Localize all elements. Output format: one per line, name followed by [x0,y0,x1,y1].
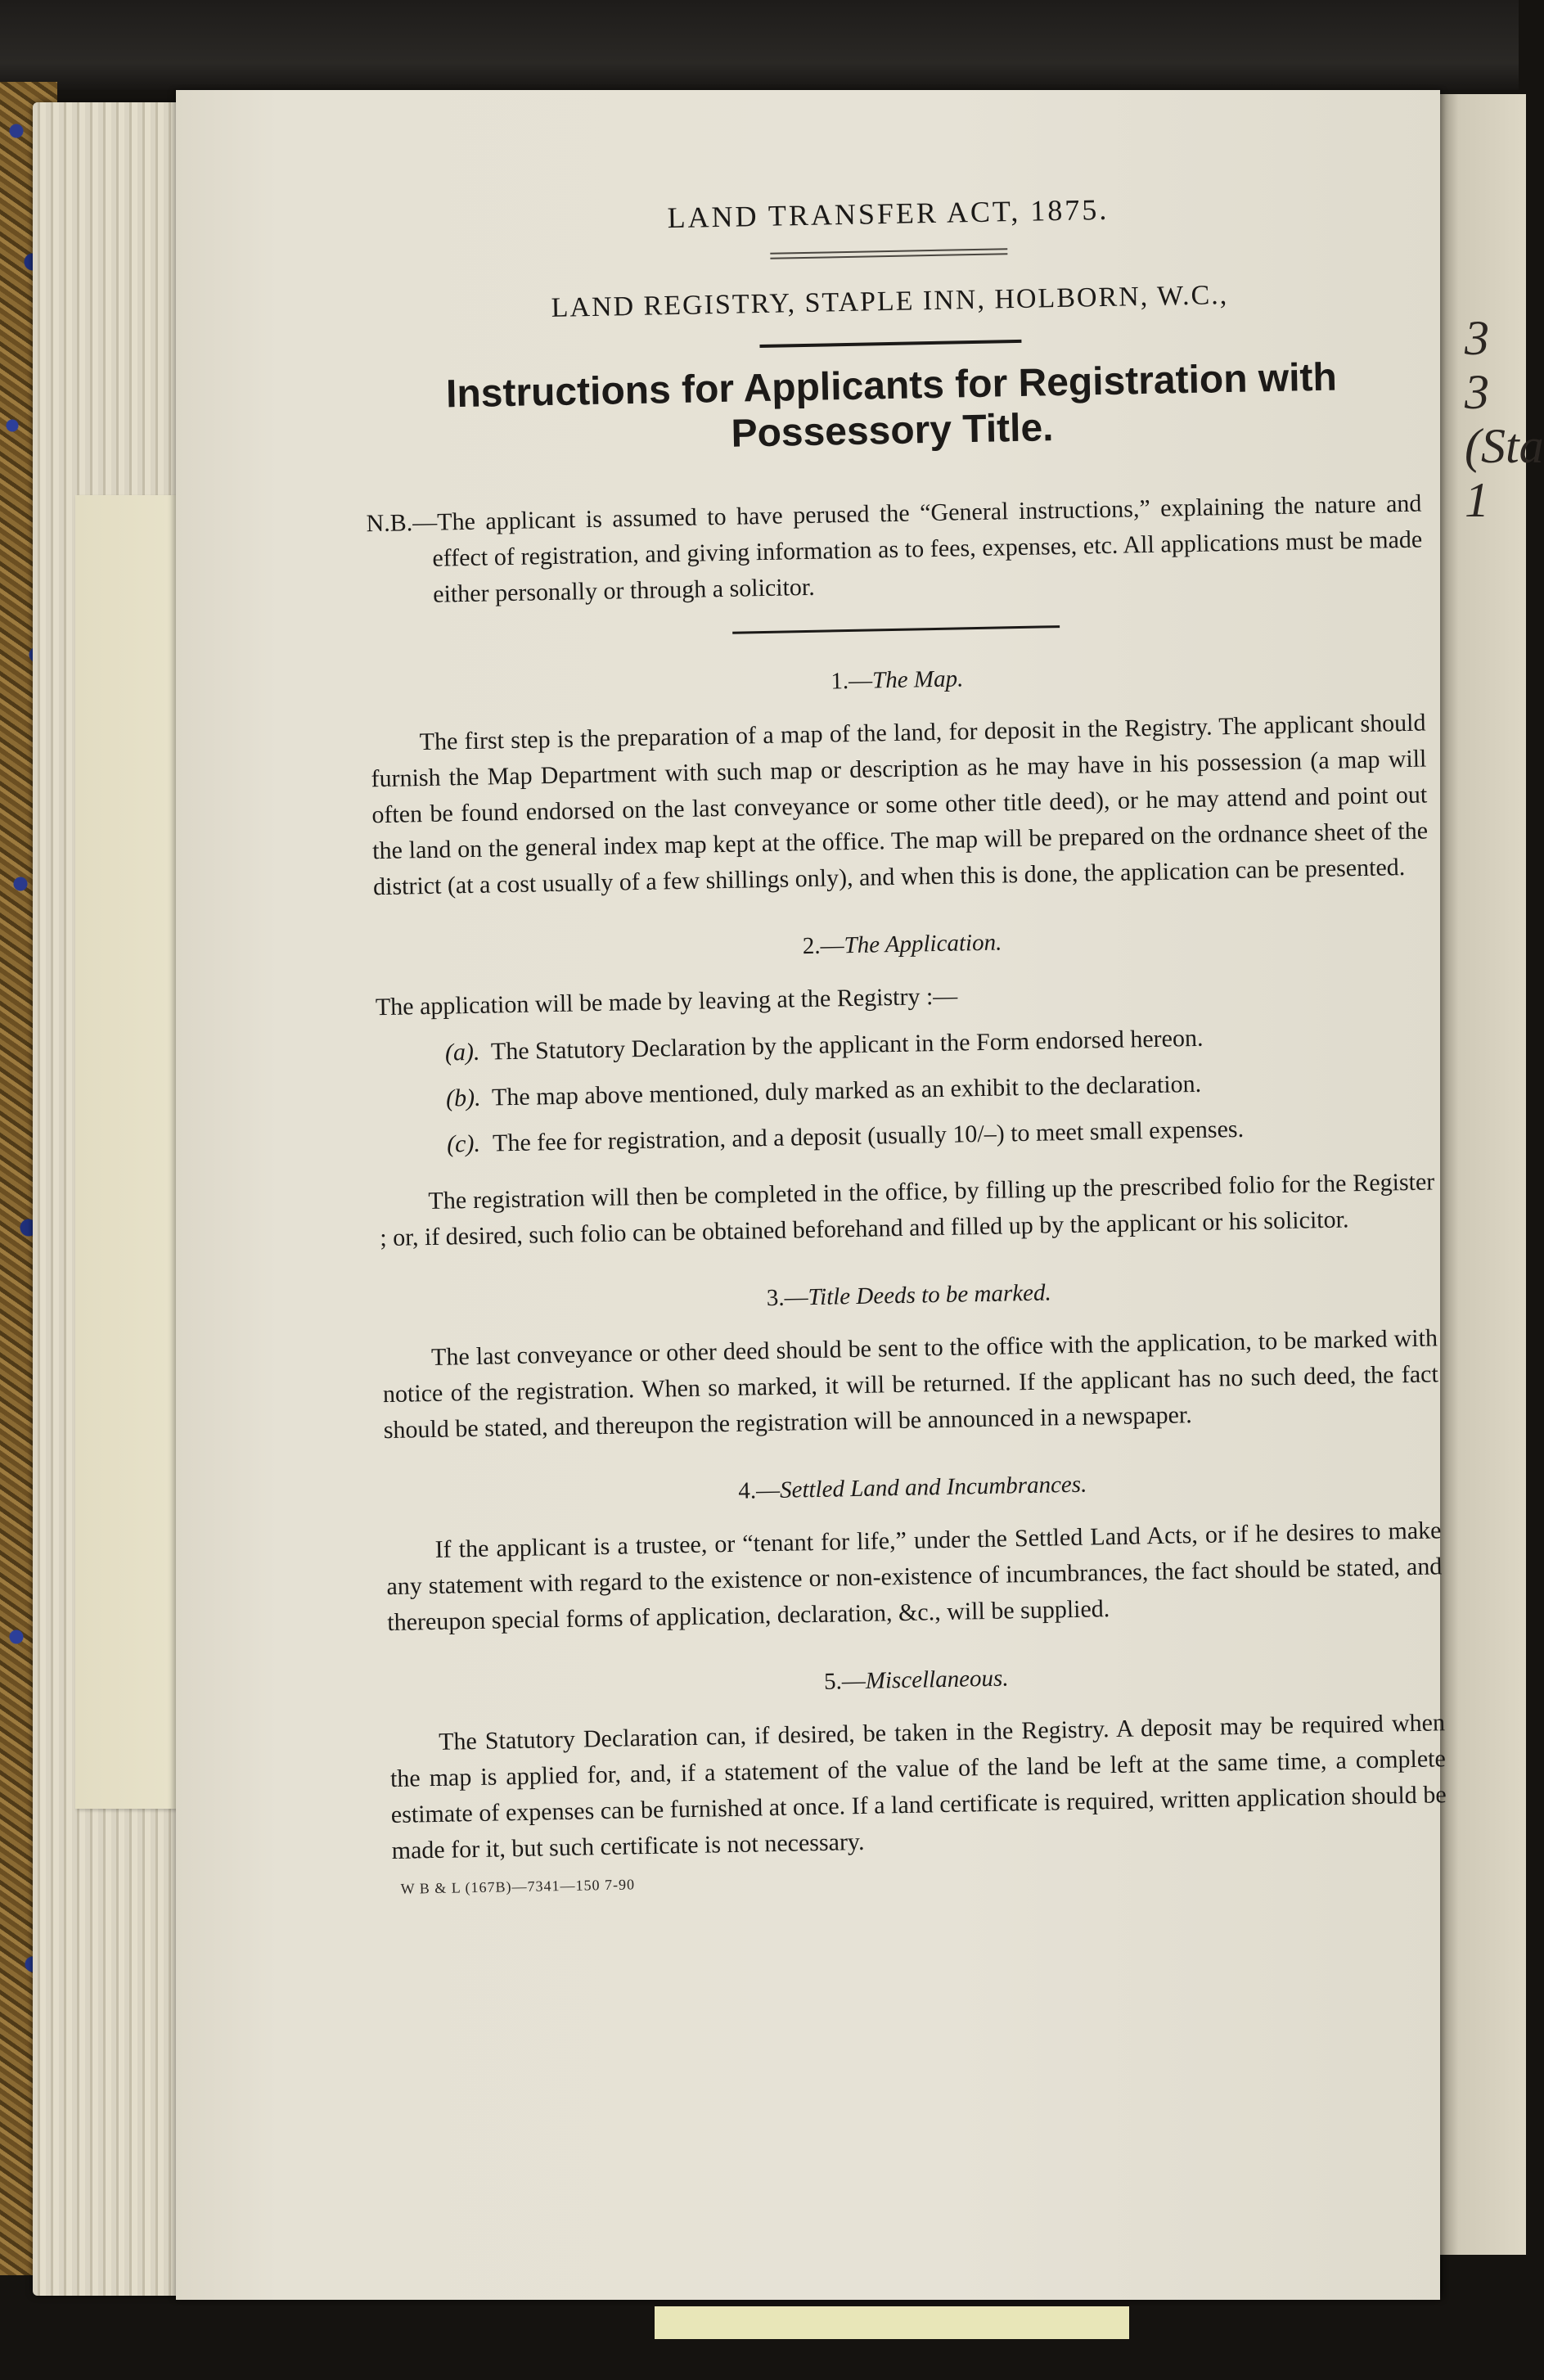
section-heading-application [374,922,1429,969]
facing-mark: 3 [1465,311,1489,365]
book-cover-top [0,0,1519,90]
section-number: 3.— [766,1284,808,1312]
list-item-text: The Statutory Declaration by the applicant in the Form endorsed hereon. [490,1025,1204,1066]
section-paragraph: The registration will then be completed in the office, by filling up the prescribed folio for the Register ; or, if desired, such folio can be obtained beforehand and filled up by the applicant or his solicitor. [380,1168,1435,1252]
list-marker: (c). [446,1130,481,1158]
printer-code: W B & L (167B)—7341—150 7-90 [400,1876,636,1898]
section-paragraph: The first step is the preparation of a map of the land, for deposit in the Registry. The applicant should furnish the Map Department with such map or description as he may have in his possession (a map will often be found endorsed on the last conveyance or some other title deed), or he may attend and point out the land on the general index map kept at the office. The map will be prepared on the ordnance sheet of the district (at a cost usually of a few shillings only), and when this is done, the application can be presented. [371,709,1429,901]
list-item-text: The fee for registration, and a deposit (usually 10/–) to meet small expenses. [492,1116,1245,1157]
facing-page-handwriting [1465,311,1544,622]
printed-instructions [360,187,1447,1899]
list-marker: (a). [444,1039,480,1066]
list-item-text: The map above mentioned, duly marked as an exhibit to the declaration. [491,1071,1202,1111]
application-requirements-list [376,1017,1434,1164]
section-paragraph: The last conveyance or other deed should be sent to the office with the application, to be marked with notice of the registration. When so marked, it will be returned. If the applicant has no such deed, the fact should be stated, and thereupon the registration will be announced in a newspaper. [382,1324,1439,1445]
section-number: 4.— [737,1477,781,1505]
main-title: Instructions for Applicants for Registration with Possessory Title. [445,355,1338,456]
section-heading-title-deeds [381,1273,1437,1320]
application-intro: The application will be made by leaving at the Registry :— [375,982,958,1021]
title-rule [759,340,1021,348]
section-title: The Application. [844,929,1002,959]
section-title: Settled Land and Incumbrances. [779,1471,1087,1504]
facing-mark: (Sta [1465,419,1544,473]
facing-mark: 3 [1465,365,1489,419]
bottom-paper-tab [655,2306,1129,2339]
facing-mark: 1 [1465,473,1489,527]
section-paragraph: The Statutory Declaration can, if desired, be taken in the Registry. A deposit may be required when the map is applied for, and, if a statement of the value of the land be left at the same time, a complete estimate of expenses can be furnished at once. If a land certificate is required, written application should be made for it, but such certificate is not necessary. [389,1709,1447,1865]
nb-paragraph: N.B.—The applicant is assumed to have perused the “General instructions,” explaining the nature and effect of registration, and giving information as to fees, expenses, etc. All applications must be made either personally or through a solicitor. [366,489,1423,609]
list-item [445,1063,1434,1116]
section-title: Title Deeds to be marked. [808,1279,1052,1311]
section-heading-miscellaneous [389,1657,1444,1705]
section-number: 5.— [823,1668,867,1696]
double-rule [770,248,1007,259]
list-item [446,1109,1434,1161]
act-title: LAND TRANSFER ACT, 1875. [667,192,1110,235]
section-number: 1.— [831,667,873,695]
section-paragraph: If the applicant is a trustee, or “tenant for life,” under the Settled Land Acts, or if he desires to make any statement with regard to the existence or non-existence of incumbrances, the fact should be stated, and thereupon special forms of application, declaration, &c., will be supplied. [386,1517,1443,1637]
section-rule [732,625,1060,634]
section-heading-settled-land [385,1465,1440,1512]
registry-address: LAND REGISTRY, STAPLE INN, HOLBORN, W.C., [551,280,1229,323]
list-marker: (b). [445,1084,481,1112]
section-title: Miscellaneous. [865,1665,1009,1695]
section-title: The Map. [871,665,964,694]
section-number: 2.— [802,932,844,960]
list-item [444,1017,1433,1070]
section-heading-map [369,657,1425,705]
